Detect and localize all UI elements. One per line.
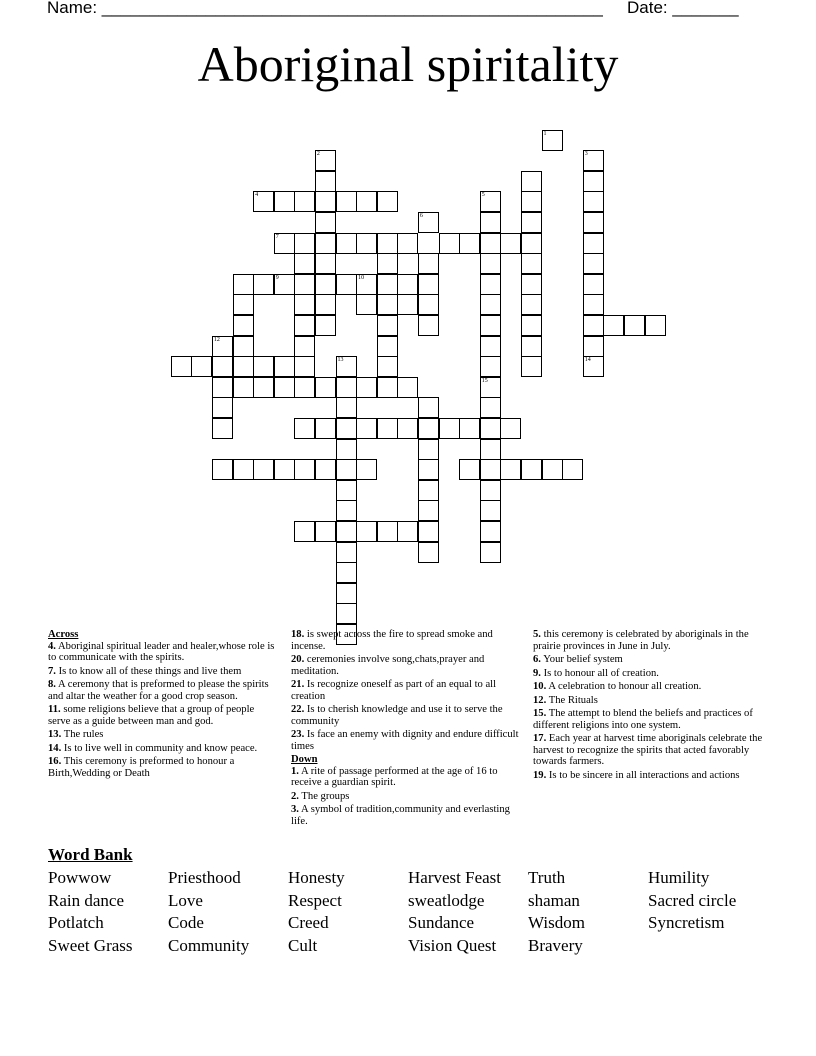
grid-cell[interactable] xyxy=(480,356,501,377)
grid-cell[interactable] xyxy=(315,315,336,336)
clue-text: This ceremony is preformed to honour a Birth,Wedding or Death xyxy=(48,756,235,779)
grid-cell[interactable] xyxy=(356,377,377,398)
across-clue-list-2 xyxy=(291,629,521,752)
grid-cell[interactable] xyxy=(253,377,274,398)
grid-cell[interactable] xyxy=(274,459,295,480)
grid-cell[interactable] xyxy=(439,418,460,439)
clue-text: Is to know all of these things and live them xyxy=(58,665,242,677)
grid-cell[interactable] xyxy=(315,418,336,439)
grid-cell[interactable] xyxy=(191,356,212,377)
grid-cell[interactable] xyxy=(418,294,439,315)
grid-cell[interactable] xyxy=(521,336,542,357)
grid-cell[interactable] xyxy=(418,315,439,336)
grid-cell[interactable] xyxy=(418,212,439,233)
grid-cell[interactable] xyxy=(562,459,583,480)
word-bank-entry: Bravery xyxy=(528,936,583,956)
clue-text: A symbol of tradition,community and everlasting life. xyxy=(291,804,510,827)
clue-text: The rules xyxy=(63,729,104,740)
grid-cell[interactable] xyxy=(397,377,418,398)
grid-cell[interactable] xyxy=(480,315,501,336)
grid-cell[interactable] xyxy=(521,294,542,315)
grid-cell[interactable] xyxy=(274,377,295,398)
grid-cell[interactable] xyxy=(521,315,542,336)
word-bank-entry: Honesty xyxy=(288,868,345,887)
grid-cell[interactable] xyxy=(624,315,645,336)
grid-cell[interactable] xyxy=(459,418,480,439)
grid-cell[interactable] xyxy=(315,212,336,233)
grid-cell[interactable] xyxy=(274,191,295,212)
grid-cell[interactable] xyxy=(212,418,233,439)
clue-text: some religions believe that a group of people serve as a guide between man and god. xyxy=(48,704,255,727)
grid-cell[interactable] xyxy=(294,191,315,212)
grid-cell[interactable] xyxy=(336,521,357,542)
clue-number-label: 16. xyxy=(48,756,62,767)
grid-cell[interactable] xyxy=(356,274,377,295)
grid-cell[interactable] xyxy=(377,191,398,212)
clue-number: 10 xyxy=(358,274,365,281)
grid-cell[interactable] xyxy=(274,274,295,295)
grid-cell[interactable] xyxy=(233,315,254,336)
clue-item xyxy=(48,704,278,727)
grid-cell[interactable] xyxy=(397,274,418,295)
grid-cell[interactable] xyxy=(583,253,604,274)
grid-cell[interactable] xyxy=(480,500,501,521)
grid-cell[interactable] xyxy=(521,459,542,480)
grid-cell[interactable] xyxy=(521,356,542,377)
clue-item xyxy=(291,679,521,702)
grid-cell[interactable] xyxy=(480,418,501,439)
grid-cell[interactable] xyxy=(171,356,192,377)
clue-text: A celebration to honour all creation. xyxy=(548,681,702,692)
clue-number-label: 7. xyxy=(48,665,56,677)
grid-cell[interactable] xyxy=(583,294,604,315)
word-bank-entry: Powwow xyxy=(48,868,112,887)
grid-cell[interactable] xyxy=(294,377,315,398)
grid-cell[interactable] xyxy=(294,418,315,439)
clue-item xyxy=(291,729,521,752)
grid-cell[interactable] xyxy=(500,459,521,480)
clue-number: 5 xyxy=(481,192,485,199)
clue-number-label: 8. xyxy=(48,679,56,690)
clue-number: 9 xyxy=(275,274,279,281)
grid-cell[interactable] xyxy=(336,397,357,418)
name-field-label: Name: _____________________________________________________ xyxy=(47,0,603,17)
grid-cell[interactable] xyxy=(583,233,604,254)
grid-cell[interactable] xyxy=(253,191,274,212)
grid-cell[interactable] xyxy=(418,500,439,521)
clue-number-label: 15. xyxy=(533,708,547,719)
grid-cell[interactable] xyxy=(336,500,357,521)
word-bank-entry: Vision Quest xyxy=(408,936,497,956)
clue-text: Is to live well in community and know peace. xyxy=(63,742,258,754)
word-bank-entry: Respect xyxy=(288,890,342,910)
grid-cell[interactable] xyxy=(500,418,521,439)
grid-cell[interactable] xyxy=(233,294,254,315)
clue-number-label: 11. xyxy=(48,704,61,715)
clue-item xyxy=(533,708,768,731)
grid-cell[interactable] xyxy=(583,171,604,192)
grid-cell[interactable] xyxy=(294,274,315,295)
grid-cell[interactable] xyxy=(397,521,418,542)
grid-cell[interactable] xyxy=(377,418,398,439)
grid-cell[interactable] xyxy=(480,336,501,357)
clue-item xyxy=(48,756,278,779)
grid-cell[interactable] xyxy=(521,191,542,212)
word-bank-title: Word Bank xyxy=(48,845,133,864)
grid-cell[interactable] xyxy=(418,480,439,501)
clue-number-label: 6. xyxy=(533,654,541,665)
grid-cell[interactable] xyxy=(336,356,357,377)
grid-cell[interactable] xyxy=(294,253,315,274)
grid-cell[interactable] xyxy=(583,150,604,171)
grid-cell[interactable] xyxy=(480,294,501,315)
grid-cell[interactable] xyxy=(315,233,336,254)
clue-number: 4 xyxy=(255,192,259,199)
word-bank-entry: Community xyxy=(168,936,250,956)
grid-cell[interactable] xyxy=(542,459,563,480)
grid-cell[interactable] xyxy=(315,294,336,315)
grid-cell[interactable] xyxy=(480,253,501,274)
grid-cell[interactable] xyxy=(356,418,377,439)
clue-text: Is recognize oneself as part of an equal to all creation xyxy=(291,679,497,702)
clue-text: Is face an enemy with dignity and endure difficult times xyxy=(291,729,519,752)
clues-column-2 xyxy=(291,629,521,829)
word-bank-entry: Harvest Feast xyxy=(408,868,502,887)
grid-cell[interactable] xyxy=(315,253,336,274)
grid-cell[interactable] xyxy=(315,459,336,480)
word-bank-entry: Sweet Grass xyxy=(48,936,133,956)
word-bank-entry: Priesthood xyxy=(168,868,241,887)
clue-number-label: 12. xyxy=(533,694,547,706)
grid-cell[interactable] xyxy=(294,315,315,336)
grid-cell[interactable] xyxy=(294,294,315,315)
grid-cell[interactable] xyxy=(212,356,233,377)
grid-cell[interactable] xyxy=(336,459,357,480)
clue-item xyxy=(291,804,521,827)
across-clue-list-1 xyxy=(48,641,278,780)
clue-number: 7 xyxy=(275,233,279,240)
grid-cell[interactable] xyxy=(212,377,233,398)
grid-cell[interactable] xyxy=(521,274,542,295)
grid-cell[interactable] xyxy=(377,336,398,357)
word-bank-entry: Love xyxy=(168,890,203,910)
grid-cell[interactable] xyxy=(480,274,501,295)
grid-cell[interactable] xyxy=(583,315,604,336)
clue-item xyxy=(291,704,521,727)
grid-cell[interactable] xyxy=(459,459,480,480)
word-bank-entry: Code xyxy=(168,913,204,933)
grid-cell[interactable] xyxy=(377,521,398,542)
grid-cell[interactable] xyxy=(480,542,501,563)
clue-number-label: 22. xyxy=(291,704,305,715)
clue-number: 12 xyxy=(213,336,220,343)
grid-cell[interactable] xyxy=(315,274,336,295)
clue-number-label: 10. xyxy=(533,681,547,692)
clue-number-label: 17. xyxy=(533,733,547,744)
grid-cell[interactable] xyxy=(212,336,233,357)
grid-cell[interactable] xyxy=(315,171,336,192)
grid-cell[interactable] xyxy=(336,233,357,254)
grid-cell[interactable] xyxy=(480,397,501,418)
grid-cell[interactable] xyxy=(397,233,418,254)
grid-cell[interactable] xyxy=(418,459,439,480)
grid-cell[interactable] xyxy=(500,233,521,254)
across-heading: Across xyxy=(48,629,79,640)
grid-cell[interactable] xyxy=(356,191,377,212)
word-bank-entry: shaman xyxy=(528,890,580,910)
clue-number: 13 xyxy=(337,357,344,364)
grid-cell[interactable] xyxy=(480,191,501,212)
puzzle-title: Aboriginal spiritality xyxy=(197,36,619,92)
grid-cell[interactable] xyxy=(480,377,501,398)
clue-item xyxy=(533,668,768,680)
clue-item xyxy=(48,666,278,678)
grid-cell[interactable] xyxy=(336,603,357,624)
grid-cell[interactable] xyxy=(480,212,501,233)
grid-cell[interactable] xyxy=(233,274,254,295)
clue-text: Aboriginal spiritual leader and healer,whose role is to communicate with the spirits. xyxy=(48,640,275,663)
clue-number-label: 9. xyxy=(533,667,541,679)
clue-text: A rite of passage performed at the age of 16 to receive a guardian spirit. xyxy=(291,765,498,788)
grid-cell[interactable] xyxy=(336,562,357,583)
word-bank-entry: Syncretism xyxy=(648,913,725,933)
clue-text: is swept across the fire to spread smoke and incense. xyxy=(291,629,493,652)
grid-cell[interactable] xyxy=(480,439,501,460)
grid-cell[interactable] xyxy=(439,233,460,254)
clue-text: Is to honour all of creation. xyxy=(543,667,659,679)
grid-cell[interactable] xyxy=(315,191,336,212)
grid-cell[interactable] xyxy=(480,233,501,254)
grid-cell[interactable] xyxy=(336,191,357,212)
grid-cell[interactable] xyxy=(480,480,501,501)
clue-number-label: 20. xyxy=(291,654,305,665)
down-clue-list-2 xyxy=(533,629,768,781)
grid-cell[interactable] xyxy=(377,294,398,315)
clue-item xyxy=(48,743,278,755)
clue-number-label: 13. xyxy=(48,729,62,740)
clue-item xyxy=(291,629,521,652)
clues-column-1 xyxy=(48,629,278,781)
clue-item xyxy=(533,770,768,782)
clue-number-label: 3. xyxy=(291,804,299,815)
clue-item xyxy=(533,681,768,693)
grid-cell[interactable] xyxy=(418,418,439,439)
clue-number-label: 19. xyxy=(533,769,547,781)
grid-cell[interactable] xyxy=(377,253,398,274)
grid-cell[interactable] xyxy=(294,521,315,542)
grid-cell[interactable] xyxy=(294,356,315,377)
clue-number: 15 xyxy=(481,377,488,384)
grid-cell[interactable] xyxy=(336,542,357,563)
grid-cell[interactable] xyxy=(315,521,336,542)
clues-column-3 xyxy=(533,629,768,783)
grid-cell[interactable] xyxy=(583,274,604,295)
grid-cell[interactable] xyxy=(356,233,377,254)
clue-text: Is to cherish knowledge and use it to serve the community xyxy=(291,704,503,727)
clue-number-label: 5. xyxy=(533,629,541,640)
date-field-label: Date: _______ xyxy=(627,0,739,17)
grid-cell[interactable] xyxy=(583,212,604,233)
clue-text: The attempt to blend the beliefs and practices of different religions into one system. xyxy=(533,708,753,731)
grid-cell[interactable] xyxy=(418,274,439,295)
grid-cell[interactable] xyxy=(603,315,624,336)
grid-cell[interactable] xyxy=(336,480,357,501)
grid-cell[interactable] xyxy=(356,521,377,542)
clue-item xyxy=(533,695,768,707)
grid-cell[interactable] xyxy=(336,274,357,295)
word-bank-entry: Creed xyxy=(288,913,329,933)
clue-item xyxy=(291,766,521,789)
clue-text: this ceremony is celebrated by aboriginals in the prairie provinces in June in July. xyxy=(533,629,749,652)
clue-number-label: 4. xyxy=(48,640,56,652)
grid-cell[interactable] xyxy=(336,377,357,398)
grid-cell[interactable] xyxy=(315,150,336,171)
grid-cell[interactable] xyxy=(418,439,439,460)
clue-item xyxy=(48,641,278,664)
clue-item xyxy=(291,654,521,677)
word-bank-entry: Sundance xyxy=(408,913,475,933)
grid-cell[interactable] xyxy=(459,233,480,254)
clue-text: A ceremony that is preformed to please the spirits and altar the weather for a good crop season. xyxy=(48,679,269,702)
grid-cell[interactable] xyxy=(542,130,563,151)
grid-cell[interactable] xyxy=(212,459,233,480)
word-bank-entry: Wisdom xyxy=(528,913,585,933)
grid-cell[interactable] xyxy=(294,336,315,357)
grid-cell[interactable] xyxy=(377,315,398,336)
grid-cell[interactable] xyxy=(521,171,542,192)
grid-cell[interactable] xyxy=(418,521,439,542)
grid-cell[interactable] xyxy=(480,521,501,542)
clue-item xyxy=(48,729,278,741)
clue-item xyxy=(533,654,768,666)
grid-cell[interactable] xyxy=(233,356,254,377)
clue-number-label: 14. xyxy=(48,742,62,754)
grid-cell[interactable] xyxy=(233,336,254,357)
grid-cell[interactable] xyxy=(418,542,439,563)
clue-item xyxy=(48,679,278,702)
clue-number: 1 xyxy=(543,130,547,137)
clue-text: Each year at harvest time aboriginals celebrate the harvest to recognize the spirits that acted favorably towards farmers. xyxy=(533,733,763,767)
grid-cell[interactable] xyxy=(294,459,315,480)
grid-cell[interactable] xyxy=(212,397,233,418)
grid-cell[interactable] xyxy=(274,233,295,254)
word-bank-entry: sweatlodge xyxy=(408,890,485,910)
grid-cell[interactable] xyxy=(521,212,542,233)
grid-cell[interactable] xyxy=(377,356,398,377)
grid-cell[interactable] xyxy=(336,583,357,604)
down-heading: Down xyxy=(291,754,318,765)
clue-number: 6 xyxy=(419,213,423,219)
grid-cell[interactable] xyxy=(645,315,666,336)
grid-cell[interactable] xyxy=(377,377,398,398)
word-bank-entry: Sacred circle xyxy=(648,890,737,910)
clue-text: ceremonies involve song,chats,prayer and meditation. xyxy=(291,654,485,677)
word-bank-entry: Rain dance xyxy=(48,890,124,910)
clue-item xyxy=(533,733,768,768)
grid-cell[interactable] xyxy=(583,191,604,212)
word-bank-entry: Potlatch xyxy=(48,913,104,933)
grid-cell[interactable] xyxy=(336,439,357,460)
down-clue-list-1 xyxy=(291,766,521,828)
grid-cell[interactable] xyxy=(274,356,295,377)
grid-cell[interactable] xyxy=(356,459,377,480)
clue-item xyxy=(291,791,521,803)
grid-cell[interactable] xyxy=(315,377,336,398)
grid-cell[interactable] xyxy=(583,356,604,377)
grid-cell[interactable] xyxy=(253,356,274,377)
grid-cell[interactable] xyxy=(336,418,357,439)
clue-number-label: 18. xyxy=(291,629,305,640)
grid-cell[interactable] xyxy=(521,233,542,254)
grid-cell[interactable] xyxy=(377,233,398,254)
grid-cell[interactable] xyxy=(233,377,254,398)
grid-cell[interactable] xyxy=(480,459,501,480)
grid-cell[interactable] xyxy=(397,418,418,439)
grid-cell[interactable] xyxy=(253,274,274,295)
grid-cell[interactable] xyxy=(418,253,439,274)
grid-cell[interactable] xyxy=(377,274,398,295)
clue-text: Your belief system xyxy=(543,654,623,665)
clue-number-label: 2. xyxy=(291,790,299,802)
clue-text: Is to be sincere in all interactions and actions xyxy=(548,769,740,781)
grid-cell[interactable] xyxy=(397,294,418,315)
grid-cell[interactable] xyxy=(583,336,604,357)
clue-number-label: 21. xyxy=(291,679,305,690)
clue-text: The groups xyxy=(301,790,350,802)
grid-cell[interactable] xyxy=(233,459,254,480)
clue-number-label: 1. xyxy=(291,765,299,777)
clue-number: 3 xyxy=(584,151,588,158)
clue-number: 14 xyxy=(584,357,591,364)
clue-text: The Rituals xyxy=(548,694,598,706)
grid-cell[interactable] xyxy=(294,233,315,254)
word-bank-entry: Cult xyxy=(288,936,318,956)
clue-number-label: 23. xyxy=(291,729,305,740)
word-bank-entry: Truth xyxy=(528,868,566,887)
clue-number: 2 xyxy=(316,151,320,158)
grid-cell[interactable] xyxy=(418,397,439,418)
grid-cell[interactable] xyxy=(521,253,542,274)
clue-item xyxy=(533,629,768,652)
grid-cell[interactable] xyxy=(356,294,377,315)
word-bank-entry: Humility xyxy=(648,868,710,887)
grid-cell[interactable] xyxy=(253,459,274,480)
